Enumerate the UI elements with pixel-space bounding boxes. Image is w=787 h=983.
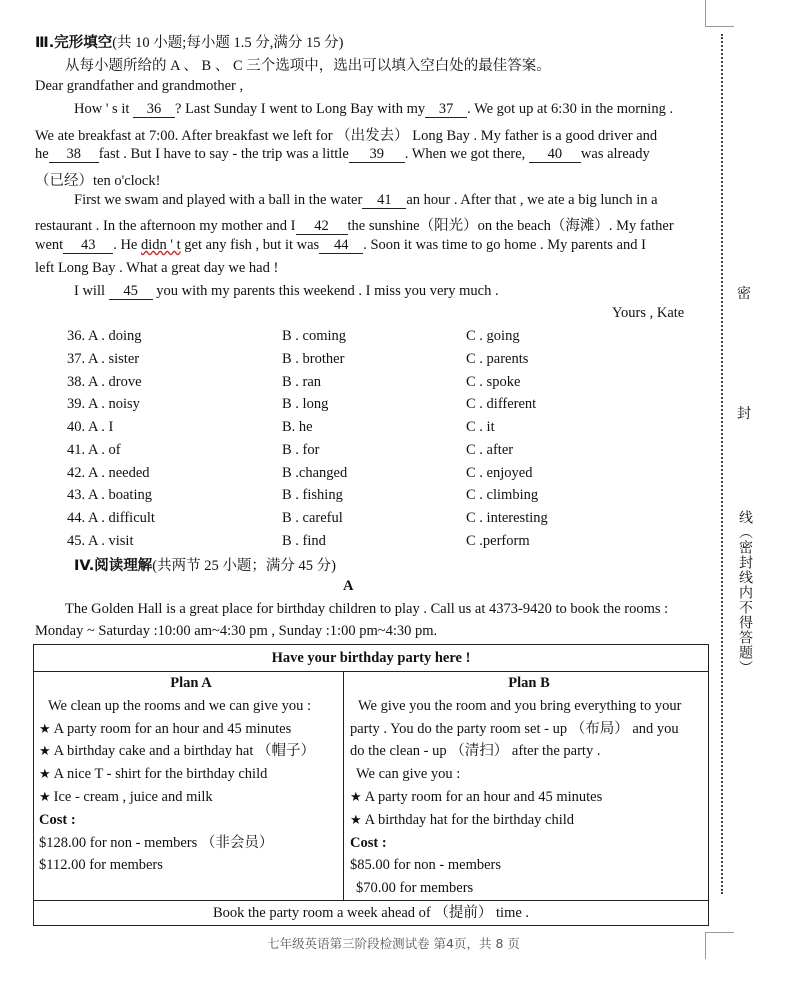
- question-43-option-a: 43. A . boating: [67, 487, 152, 504]
- blank-45: 45: [109, 284, 153, 300]
- table-footer-note: Book the party room a week ahead of （提前） time .: [34, 900, 709, 925]
- plan-a-cell: [34, 672, 344, 901]
- section3-title: Ⅲ.完形填空: [35, 35, 113, 51]
- letter-p3: I will 45 you with my parents this weekend . I miss you very much .: [74, 283, 499, 299]
- question-44-option-a: 44. A . difficult: [67, 510, 155, 526]
- page-footer: 七年级英语第三阶段检测试卷 第4页，共 8 页: [267, 936, 520, 951]
- question-45-option-c: C .perform: [466, 532, 530, 549]
- question-38-option-a: 38. A . drove: [67, 373, 142, 390]
- letter-p1-line3: he 38 fast . But I have to say - the trip was a little 39 . When we got there, 40 was already: [35, 146, 650, 162]
- blank-37: 37: [425, 102, 467, 118]
- section4-scoring: (共两节 25 小题；满分 45 分): [152, 558, 336, 574]
- binding-char-feng: 封: [737, 407, 751, 422]
- question-42-option-a: 42. A . needed: [67, 464, 150, 481]
- question-42-option-b: B .changed: [282, 464, 348, 481]
- plan-a-item: ★ A party room for an hour and 45 minutes: [39, 720, 292, 737]
- blank-43: 43: [63, 238, 113, 254]
- plan-a-title: Plan A: [170, 675, 212, 691]
- plan-b-line1: We give you the room and you bring everything to your: [358, 697, 682, 714]
- binding-note: 线（密封线内不得答题）: [737, 510, 752, 675]
- spellcheck-word: didn ' t: [140, 237, 181, 253]
- plan-a-intro: We clean up the rooms and we can give you :: [48, 697, 311, 714]
- plan-b-line3: do the clean - up （清扫） after the party .: [350, 743, 601, 760]
- question-37-option-a: 37. A . sister: [67, 350, 140, 367]
- plan-b-item: ★ A birthday hat for the birthday child: [350, 811, 575, 828]
- plan-a-cost-label: Cost :: [39, 811, 76, 828]
- section3-heading: [35, 31, 343, 52]
- letter-p1-line1: How ' s it 36 ? Last Sunday I went to Long Bay with my 37 . We got up at 6:30 in the morning .: [74, 101, 674, 117]
- question-45-option-b: B . find: [282, 532, 326, 549]
- blank-40: 40: [529, 147, 581, 163]
- letter-p2-line3: went 43 . He didn ' t get any fish , but it was 44 . Soon it was time to go home . My parents and I: [35, 237, 646, 253]
- question-40-option-a: 40. A . I: [67, 419, 114, 435]
- star-icon: ★: [39, 788, 51, 804]
- star-icon: ★: [350, 788, 362, 804]
- blank-42: 42: [296, 219, 348, 235]
- plan-b-cost-nonmember: $85.00 for non - members: [350, 857, 502, 874]
- star-icon: ★: [39, 766, 51, 782]
- plan-b-cell: [344, 672, 709, 901]
- plan-b-item: ★ A party room for an hour and 45 minutes: [350, 788, 603, 805]
- question-43-option-c: C . climbing: [466, 487, 539, 504]
- section4-intro-line1: The Golden Hall is a great place for birthday children to play . Call us at 4373-9420 to book the rooms :: [65, 601, 669, 617]
- question-39-option-c: C . different: [466, 396, 537, 413]
- section3-scoring: (共 10 小题;每小题 1.5 分,满分 15 分): [112, 35, 344, 51]
- question-39-option-b: B . long: [282, 396, 329, 413]
- blank-38: 38: [49, 147, 99, 163]
- letter-signoff: Yours , Kate: [612, 305, 685, 321]
- question-40-option-c: C . it: [466, 419, 495, 435]
- plan-b-line2: party . You do the party room set - up （布局） and you: [350, 720, 679, 737]
- blank-39: 39: [349, 147, 405, 163]
- question-36-option-a: 36. A . doing: [67, 328, 142, 344]
- section3-instruction: 从每小题所给的 A 、 B 、 C 三个选项中，选出可以填入空白处的最佳答案。: [65, 58, 551, 74]
- plan-a-item: ★ Ice - cream , juice and milk: [39, 788, 213, 805]
- question-37-option-b: B . brother: [282, 350, 345, 367]
- letter-p2-line2: restaurant . In the afternoon my mother and I 42 the sunshine（阳光）on the beach（海滩）. My father: [35, 218, 674, 234]
- letter-p1-line4: （已经）ten o'clock!: [35, 173, 161, 189]
- blank-44: 44: [319, 238, 363, 254]
- plan-b-title: Plan B: [508, 675, 550, 691]
- question-42-option-c: C . enjoyed: [466, 464, 533, 481]
- question-41-option-a: 41. A . of: [67, 441, 121, 458]
- blank-36: 36: [133, 102, 175, 118]
- plan-a-cost-nonmember: $128.00 for non - members （非会员）: [39, 834, 274, 851]
- party-plan-table: [33, 644, 709, 926]
- question-40-option-b: B. he: [282, 419, 313, 435]
- plan-a-cost-member: $112.00 for members: [39, 857, 163, 874]
- question-43-option-b: B . fishing: [282, 487, 343, 504]
- question-45-option-a: 45. A . visit: [67, 532, 134, 549]
- question-37-option-c: C . parents: [466, 350, 529, 367]
- table-header: Have your birthday party here !: [34, 645, 709, 672]
- letter-p2-line4: left Long Bay . What a great day we had !: [35, 260, 279, 276]
- plan-a-item: ★ A birthday cake and a birthday hat （帽子）: [39, 743, 315, 760]
- question-41-option-c: C . after: [466, 441, 514, 458]
- section4-part-label: A: [343, 578, 354, 594]
- star-icon: ★: [350, 811, 362, 827]
- plan-b-line4: We can give you :: [356, 766, 461, 783]
- question-44-option-c: C . interesting: [466, 510, 548, 526]
- question-36-option-b: B . coming: [282, 328, 347, 344]
- letter-p2-line1: First we swam and played with a ball in the water 41 an hour . After that , we ate a big lunch in a: [74, 192, 658, 208]
- blank-41: 41: [362, 193, 406, 209]
- plan-b-cost-label: Cost :: [350, 834, 387, 851]
- section4-intro-line2: Monday ~ Saturday :10:00 am~4:30 pm , Sunday :1:00 pm~4:30 pm.: [35, 623, 438, 639]
- binding-dotted-line: [721, 34, 723, 894]
- binding-char-mi: 密: [737, 287, 751, 302]
- question-44-option-b: B . careful: [282, 510, 343, 526]
- letter-salutation: Dear grandfather and grandmother ,: [35, 78, 244, 94]
- question-41-option-b: B . for: [282, 441, 320, 458]
- question-39-option-a: 39. A . noisy: [67, 396, 140, 413]
- plan-a-item: ★ A nice T - shirt for the birthday child: [39, 766, 268, 783]
- section4-heading: [74, 554, 336, 575]
- star-icon: ★: [39, 720, 51, 736]
- letter-p1-line2: We ate breakfast at 7:00. After breakfast we left for （出发去） Long Bay . My father is a good driver and: [35, 128, 658, 144]
- question-38-option-c: C . spoke: [466, 373, 521, 390]
- plan-b-cost-member: $70.00 for members: [356, 880, 474, 897]
- question-36-option-c: C . going: [466, 328, 520, 344]
- section4-title: IV.阅读理解: [74, 558, 153, 574]
- corner-mark-top: [705, 0, 734, 27]
- star-icon: ★: [39, 743, 51, 759]
- question-38-option-b: B . ran: [282, 373, 322, 390]
